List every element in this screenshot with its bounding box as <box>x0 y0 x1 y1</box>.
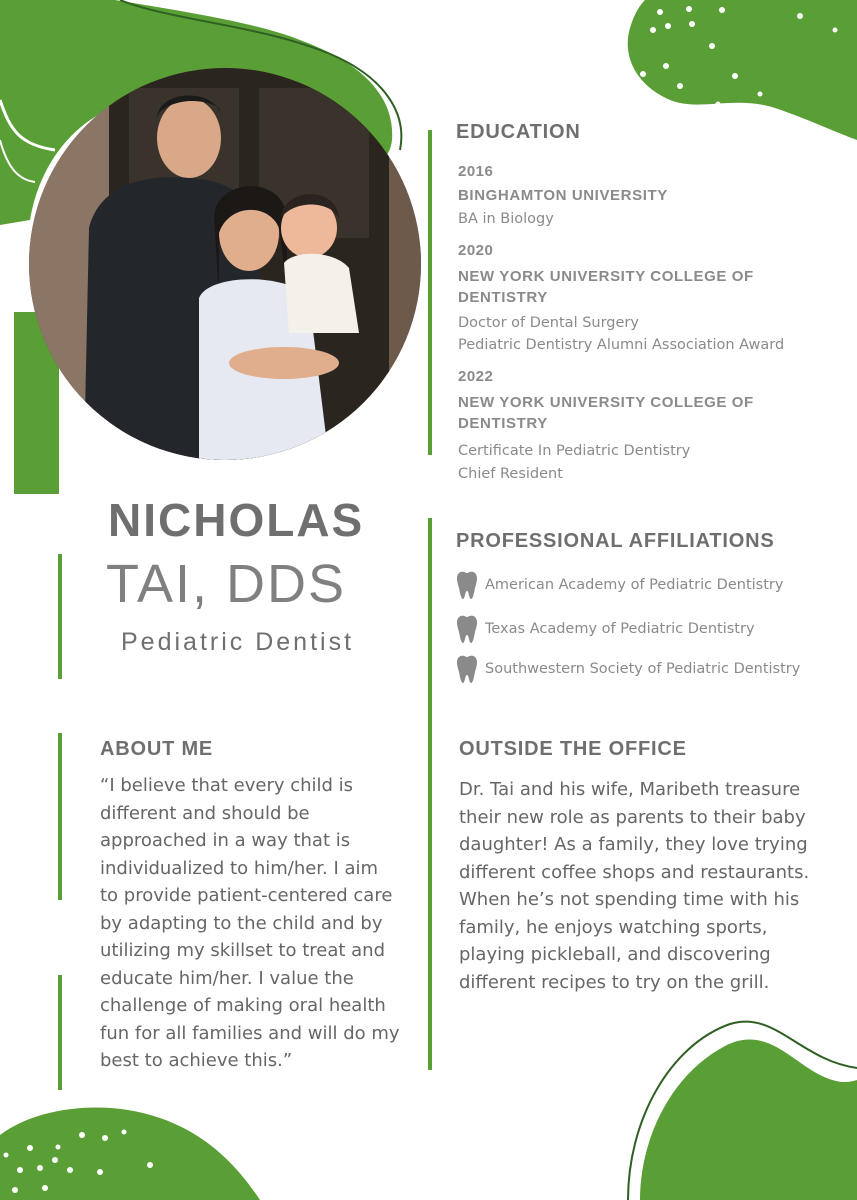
education-accent-line <box>428 130 432 455</box>
bottom-right-blob <box>640 1039 857 1200</box>
outside-heading: OUTSIDE THE OFFICE <box>459 738 687 760</box>
education-school: NEW YORK UNIVERSITY COLLEGE OF DENTISTRY <box>458 268 754 306</box>
job-title: Pediatric Dentist <box>121 628 355 656</box>
column-accent-line <box>428 518 432 1070</box>
education-detail: Doctor of Dental Surgery <box>458 315 639 331</box>
affiliation-label: American Academy of Pediatric Dentistry <box>485 577 784 593</box>
bottom-left-blob <box>0 1108 260 1200</box>
top-right-blob <box>628 0 857 140</box>
education-year: 2022 <box>458 368 494 385</box>
education-year: 2020 <box>458 242 494 259</box>
about-heading: ABOUT ME <box>100 738 214 760</box>
education-school: NEW YORK UNIVERSITY COLLEGE OF DENTISTRY <box>458 394 754 432</box>
affiliation-label: Southwestern Society of Pediatric Dentistry <box>485 661 801 677</box>
education-detail: Pediatric Dentistry Alumni Association Award <box>458 337 785 353</box>
affiliations-heading: PROFESSIONAL AFFILIATIONS <box>456 530 775 552</box>
affiliation-label: Texas Academy of Pediatric Dentistry <box>485 621 755 637</box>
affiliation-item <box>455 570 783 600</box>
education-year: 2016 <box>458 163 494 180</box>
education-detail: Chief Resident <box>458 466 563 482</box>
education-detail: Certificate In Pediatric Dentistry <box>458 443 691 459</box>
education-heading: EDUCATION <box>456 121 581 143</box>
affiliation-item <box>455 614 755 644</box>
outside-text: Dr. Tai and his wife, Maribeth treasure their new role as parents to their baby daughter! As a family, they love trying different coffee shops and restaurants. When he’s not spending time with his family, he enjoys watching sports, playing pickleball, and discovering different recipes to try on the grill. <box>459 779 810 993</box>
profile-photo <box>29 68 421 460</box>
name-last: TAI, DDS <box>106 554 347 614</box>
tooth-icon <box>455 614 479 644</box>
tooth-icon <box>455 570 479 600</box>
about-text: “I believe that every child is different and should be approached in a way that is individualized to him/her. I aim to provide patient-centered care by adapting to the child and by utilizing my skillset to treat and educate him/her. I value the challenge of making oral health fun for all families and will do my best to achieve this.” <box>100 775 400 1071</box>
about-accent-line-bottom <box>58 975 62 1090</box>
affiliation-item <box>455 654 800 684</box>
education-school: BINGHAMTON UNIVERSITY <box>458 187 668 204</box>
family-photo-illustration <box>29 68 421 460</box>
about-accent-line-top <box>58 733 62 900</box>
name-first: NICHOLAS <box>108 494 365 546</box>
education-detail: BA in Biology <box>458 211 554 227</box>
name-accent-line <box>58 554 62 679</box>
tooth-icon <box>455 654 479 684</box>
